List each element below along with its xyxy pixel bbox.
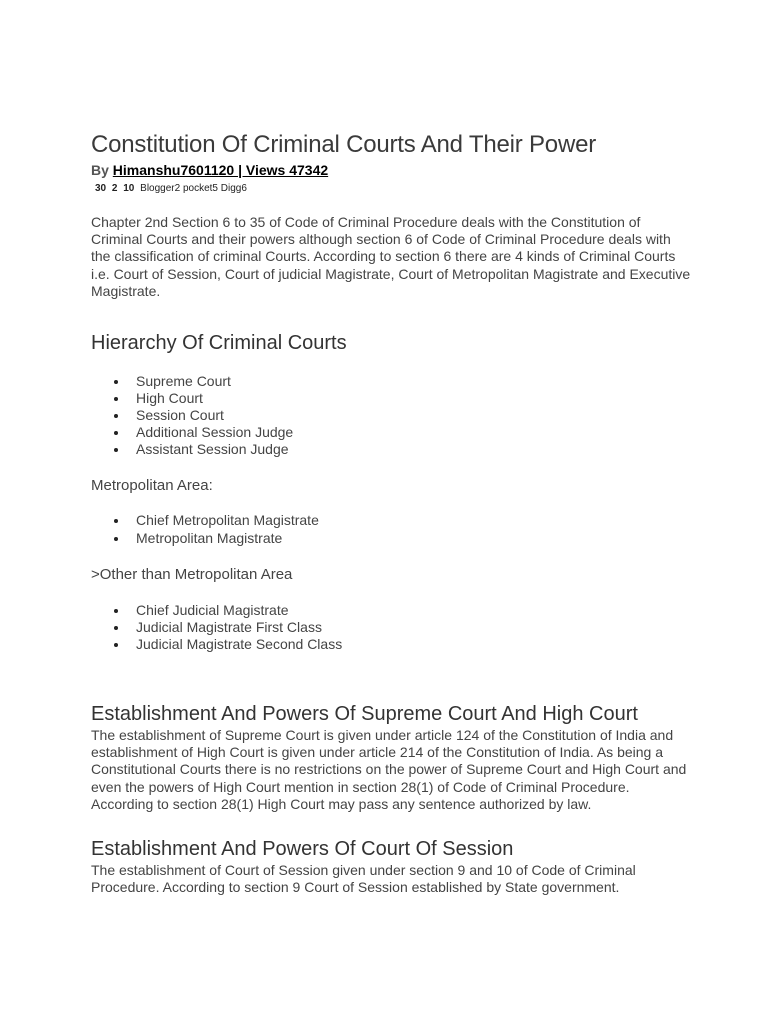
- hierarchy-heading: Hierarchy Of Criminal Courts: [91, 332, 347, 355]
- metropolitan-heading: Metropolitan Area:: [91, 477, 213, 495]
- by-label: By: [91, 162, 109, 178]
- list-item: Judicial Magistrate Second Class: [91, 636, 691, 653]
- author-views-link[interactable]: Himanshu7601120 | Views 47342: [112, 162, 329, 178]
- other-area-heading: >Other than Metropolitan Area: [91, 565, 293, 583]
- supreme-court-heading: Establishment And Powers Of Supreme Court And High Court: [91, 702, 638, 725]
- intro-paragraph: Chapter 2nd Section 6 to 35 of Code of Criminal Procedure deals with the Constitution of Criminal Courts and their powers although section 6 of Code of Criminal Procedure deals with the classification of criminal Courts. According to section 6 there are 4 kinds of Criminal Courts i.e. Court of Session, Court of judicial Magistrate, Court of Metropolitan Magistrate and Executive Magistrate.: [91, 214, 691, 299]
- share-counts: [91, 182, 691, 196]
- article: [91, 130, 691, 896]
- share-count-3[interactable]: 10: [123, 183, 135, 194]
- list-item: High Court: [91, 390, 691, 407]
- share-services[interactable]: Blogger2 pocket5 Digg6: [140, 183, 247, 194]
- share-count-2[interactable]: 2: [111, 183, 118, 194]
- metropolitan-list: [91, 512, 691, 546]
- list-item: Chief Metropolitan Magistrate: [91, 512, 691, 529]
- list-item: Additional Session Judge: [91, 424, 691, 441]
- hierarchy-list: [91, 373, 691, 458]
- supreme-court-paragraph: The establishment of Supreme Court is given under article 124 of the Constitution of India and establishment of High Court is given under article 214 of the Constitution of India. As being a Constitutional Courts there is no restrictions on the power of Supreme Court and High Court and even the powers of High Court mention in section 28(1) of Code of Criminal Procedure. According to section 28(1) High Court may pass any sentence authorized by law.: [91, 726, 687, 812]
- article-title: Constitution Of Criminal Courts And Their Power: [91, 131, 597, 158]
- byline: [91, 161, 691, 179]
- court-of-session-paragraph: The establishment of Court of Session given under section 9 and 10 of Code of Criminal Procedure. According to section 9 Court of Session established by State government.: [91, 861, 636, 896]
- court-of-session-heading: Establishment And Powers Of Court Of Session: [91, 837, 514, 860]
- list-item: Chief Judicial Magistrate: [91, 602, 691, 619]
- list-item: Judicial Magistrate First Class: [91, 619, 691, 636]
- share-count-1[interactable]: 30: [95, 183, 107, 194]
- list-item: Supreme Court: [91, 373, 691, 390]
- list-item: Assistant Session Judge: [91, 441, 691, 458]
- other-area-list: [91, 602, 691, 653]
- list-item: Session Court: [91, 407, 691, 424]
- list-item: Metropolitan Magistrate: [91, 530, 691, 547]
